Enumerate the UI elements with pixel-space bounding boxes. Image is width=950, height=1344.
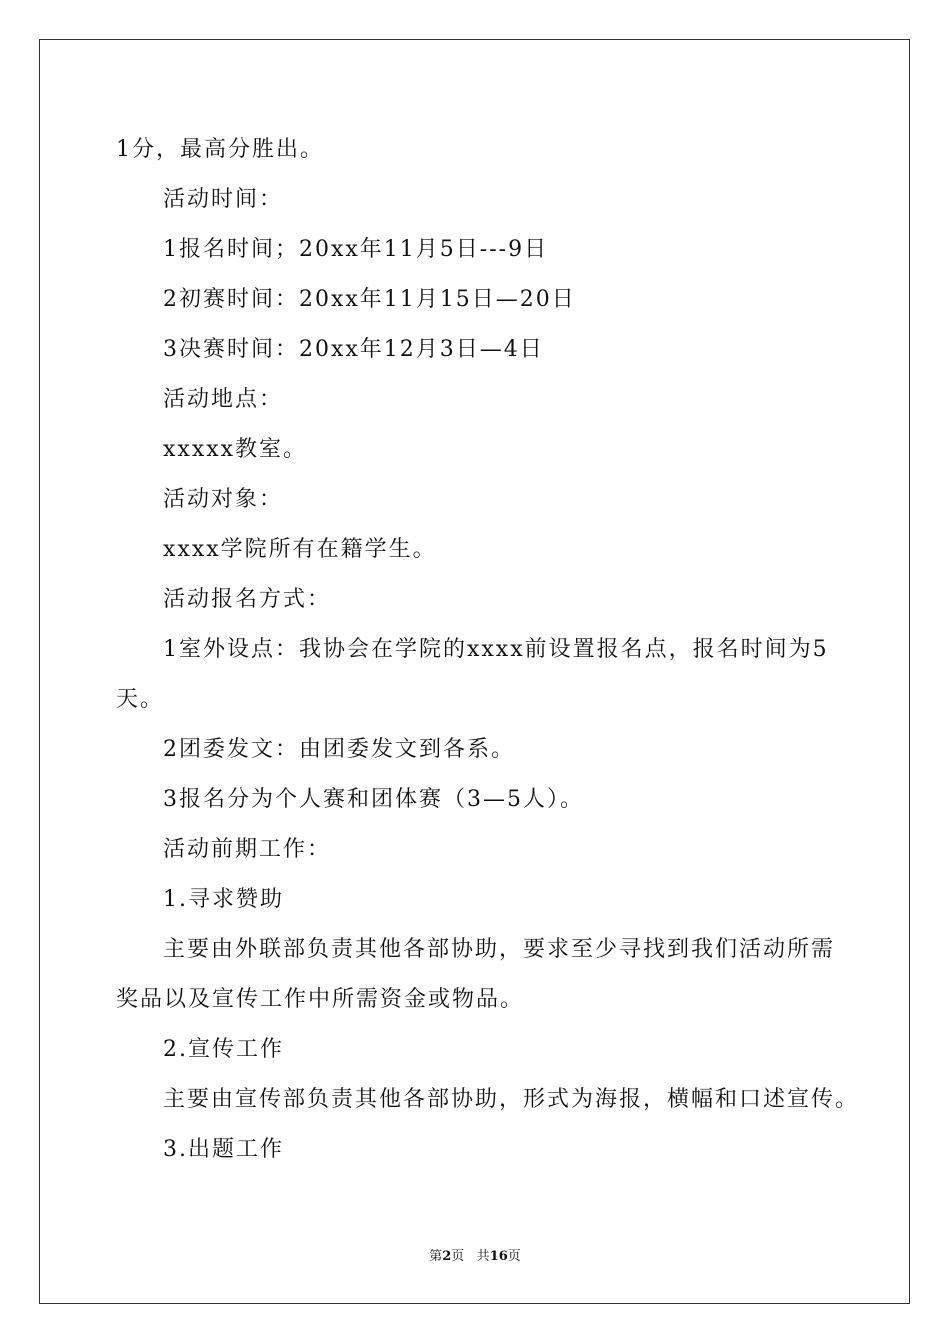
- section-heading: 活动报名方式：: [163, 587, 332, 612]
- paragraph-line: xxxx学院所有在籍学生。: [163, 537, 437, 562]
- page-footer: [0, 1248, 950, 1266]
- paragraph-line: 1分，最高分胜出。: [116, 137, 324, 162]
- paragraph-line: 1报名时间；20xx年11月5日---9日: [163, 237, 549, 262]
- list-item-heading: 1.寻求赞助: [163, 887, 284, 912]
- paragraph-line: 主要由外联部负责其他各部协助，要求至少寻找到我们活动所需: [163, 937, 836, 962]
- footer-page-suffix: 页: [451, 1249, 465, 1264]
- paragraph-line: xxxxx教室。: [163, 437, 308, 462]
- total-pages-number: 16: [489, 1249, 508, 1264]
- footer-total-suffix: 页: [507, 1249, 521, 1264]
- section-heading: 活动地点：: [163, 387, 284, 412]
- list-item-heading: 2.宣传工作: [163, 1037, 284, 1062]
- paragraph-line: 奖品以及宣传工作中所需资金或物品。: [116, 987, 525, 1012]
- footer-prefix: 第: [429, 1249, 443, 1264]
- section-heading: 活动时间：: [163, 187, 284, 212]
- paragraph-line: 3决赛时间：20xx年12月3日—4日: [163, 337, 544, 362]
- footer-total-prefix: 共: [476, 1249, 490, 1264]
- paragraph-line: 天。: [116, 687, 165, 712]
- current-page-number: 2: [442, 1249, 452, 1264]
- paragraph-line: 2初赛时间：20xx年11月15日—20日: [163, 287, 576, 312]
- paragraph-line: 2团委发文：由团委发文到各系。: [163, 737, 515, 762]
- paragraph-line: 主要由宣传部负责其他各部协助，形式为海报，横幅和口述宣传。: [163, 1087, 860, 1112]
- section-heading: 活动对象：: [163, 487, 284, 512]
- paragraph-line: 1室外设点：我协会在学院的xxxx前设置报名点，报名时间为5: [163, 637, 829, 662]
- section-heading: 活动前期工作：: [163, 837, 332, 862]
- list-item-heading: 3.出题工作: [163, 1137, 284, 1162]
- page-frame: [39, 39, 910, 1304]
- paragraph-line: 3报名分为个人赛和团体赛（3—5人）。: [163, 787, 584, 812]
